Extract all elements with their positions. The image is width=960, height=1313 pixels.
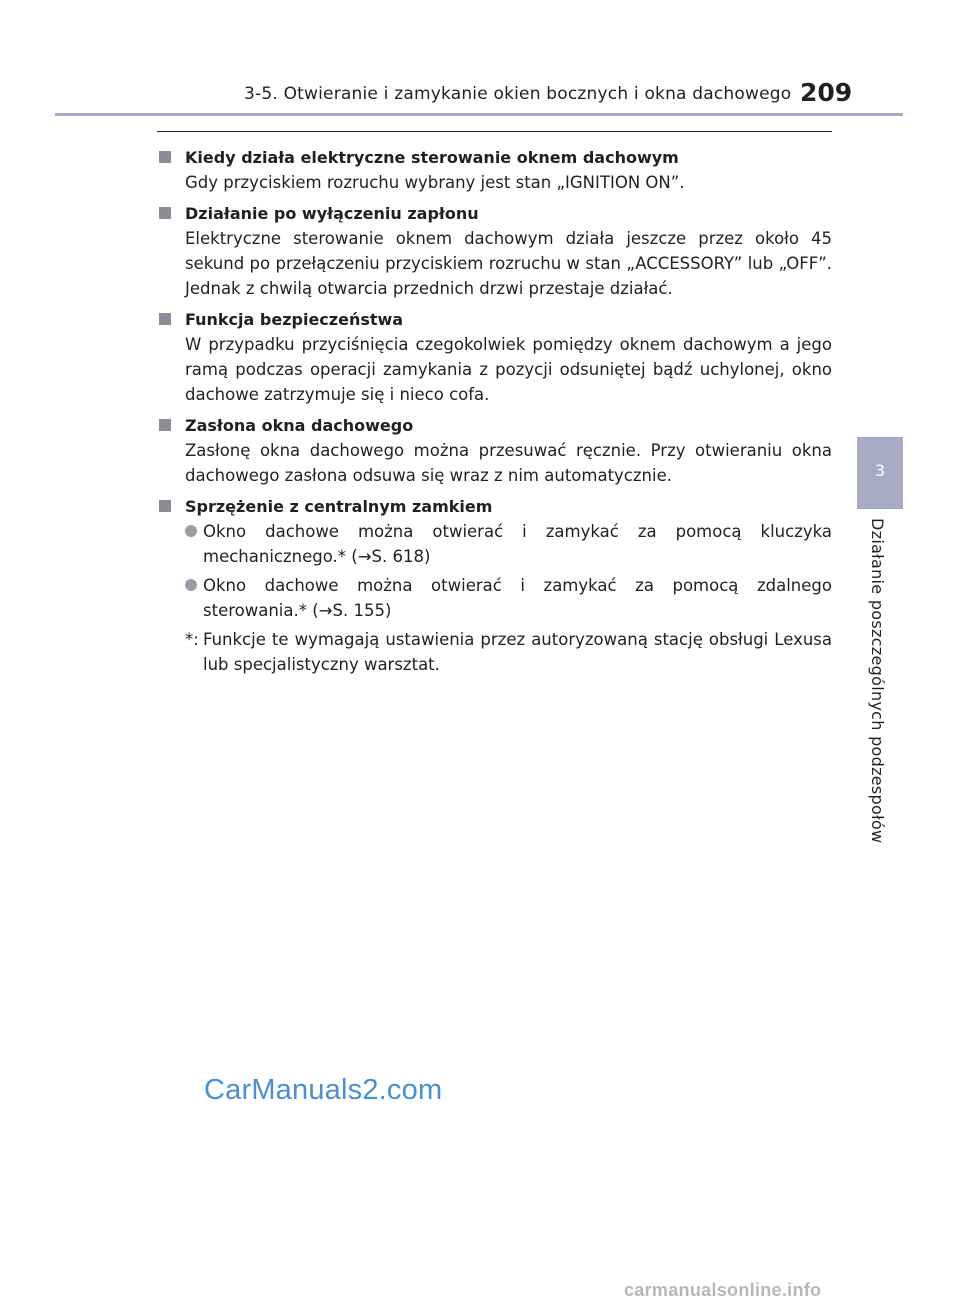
content-divider	[157, 131, 832, 132]
footnote	[157, 627, 832, 677]
section-sunshade	[157, 413, 832, 488]
square-bullet-icon	[159, 313, 171, 325]
section-safety-function	[157, 307, 832, 407]
chapter-number: 3	[874, 461, 886, 480]
circle-bullet-icon	[185, 525, 197, 537]
section-text: Elektryczne sterowanie oknem dachowym działa jeszcze przez około 45 sekund po przełączeniu przyciskiem rozruchu w stan „ACCESSORY” lub „OFF”. Jednak z chwilą otwarcia przednich drzwi przestaje działać.	[185, 229, 832, 298]
section-heading: Funkcja bezpieczeństwa	[157, 307, 832, 332]
square-bullet-icon	[159, 207, 171, 219]
section-door-lock-link	[157, 494, 832, 677]
main-content	[157, 145, 832, 683]
watermark-logo: CarManuals2.com	[204, 1074, 443, 1106]
list-item: Okno dachowe można otwierać i zamykać za pomocą kluczyka mechanicznego.* (→S. 618)	[157, 519, 832, 569]
section-after-ignition-off	[157, 201, 832, 301]
square-bullet-icon	[159, 151, 171, 163]
section-heading: Sprzężenie z centralnym zamkiem	[157, 494, 832, 519]
chapter-title: Działanie poszczególnych podzespołów	[868, 518, 887, 844]
list-item: Okno dachowe można otwierać i zamykać za pomocą zdalnego sterowania.* (→S. 155)	[157, 573, 832, 623]
section-text: W przypadku przyciśnięcia czegokolwiek pomiędzy oknem dachowym a jego ramą podczas operacji zamykania z pozycji odsuniętej bądź uchylonej, okno dachowe zatrzymuje się i nieco cofa.	[185, 335, 832, 404]
section-title: 3-5. Otwieranie i zamykanie okien bocznych i okna dachowego	[244, 84, 792, 104]
footer-site-text: carmanualsonline.info	[624, 1280, 822, 1300]
square-bullet-icon	[159, 500, 171, 512]
section-heading: Kiedy działa elektryczne sterowanie oknem dachowym	[157, 145, 832, 170]
footnote-text: Funkcje te wymagają ustawienia przez autoryzowaną stację obsługi Lexusa lub specjalistyczny warsztat.	[203, 630, 832, 674]
section-heading: Działanie po wyłączeniu zapłonu	[157, 201, 832, 226]
section-text: Zasłonę okna dachowego można przesuwać ręcznie. Przy otwieraniu okna dachowego zasłona odsuwa się wraz z nim automatycznie.	[185, 441, 832, 485]
chapter-tab	[857, 437, 903, 509]
footnote-mark: *:	[185, 630, 199, 649]
page-number: 209	[800, 78, 853, 107]
section-sunroof-operation	[157, 145, 832, 195]
circle-bullet-icon	[185, 579, 197, 591]
square-bullet-icon	[159, 419, 171, 431]
section-heading: Zasłona okna dachowego	[157, 413, 832, 438]
section-text: Gdy przyciskiem rozruchu wybrany jest stan „IGNITION ON”.	[185, 173, 685, 192]
header-divider	[55, 113, 903, 116]
